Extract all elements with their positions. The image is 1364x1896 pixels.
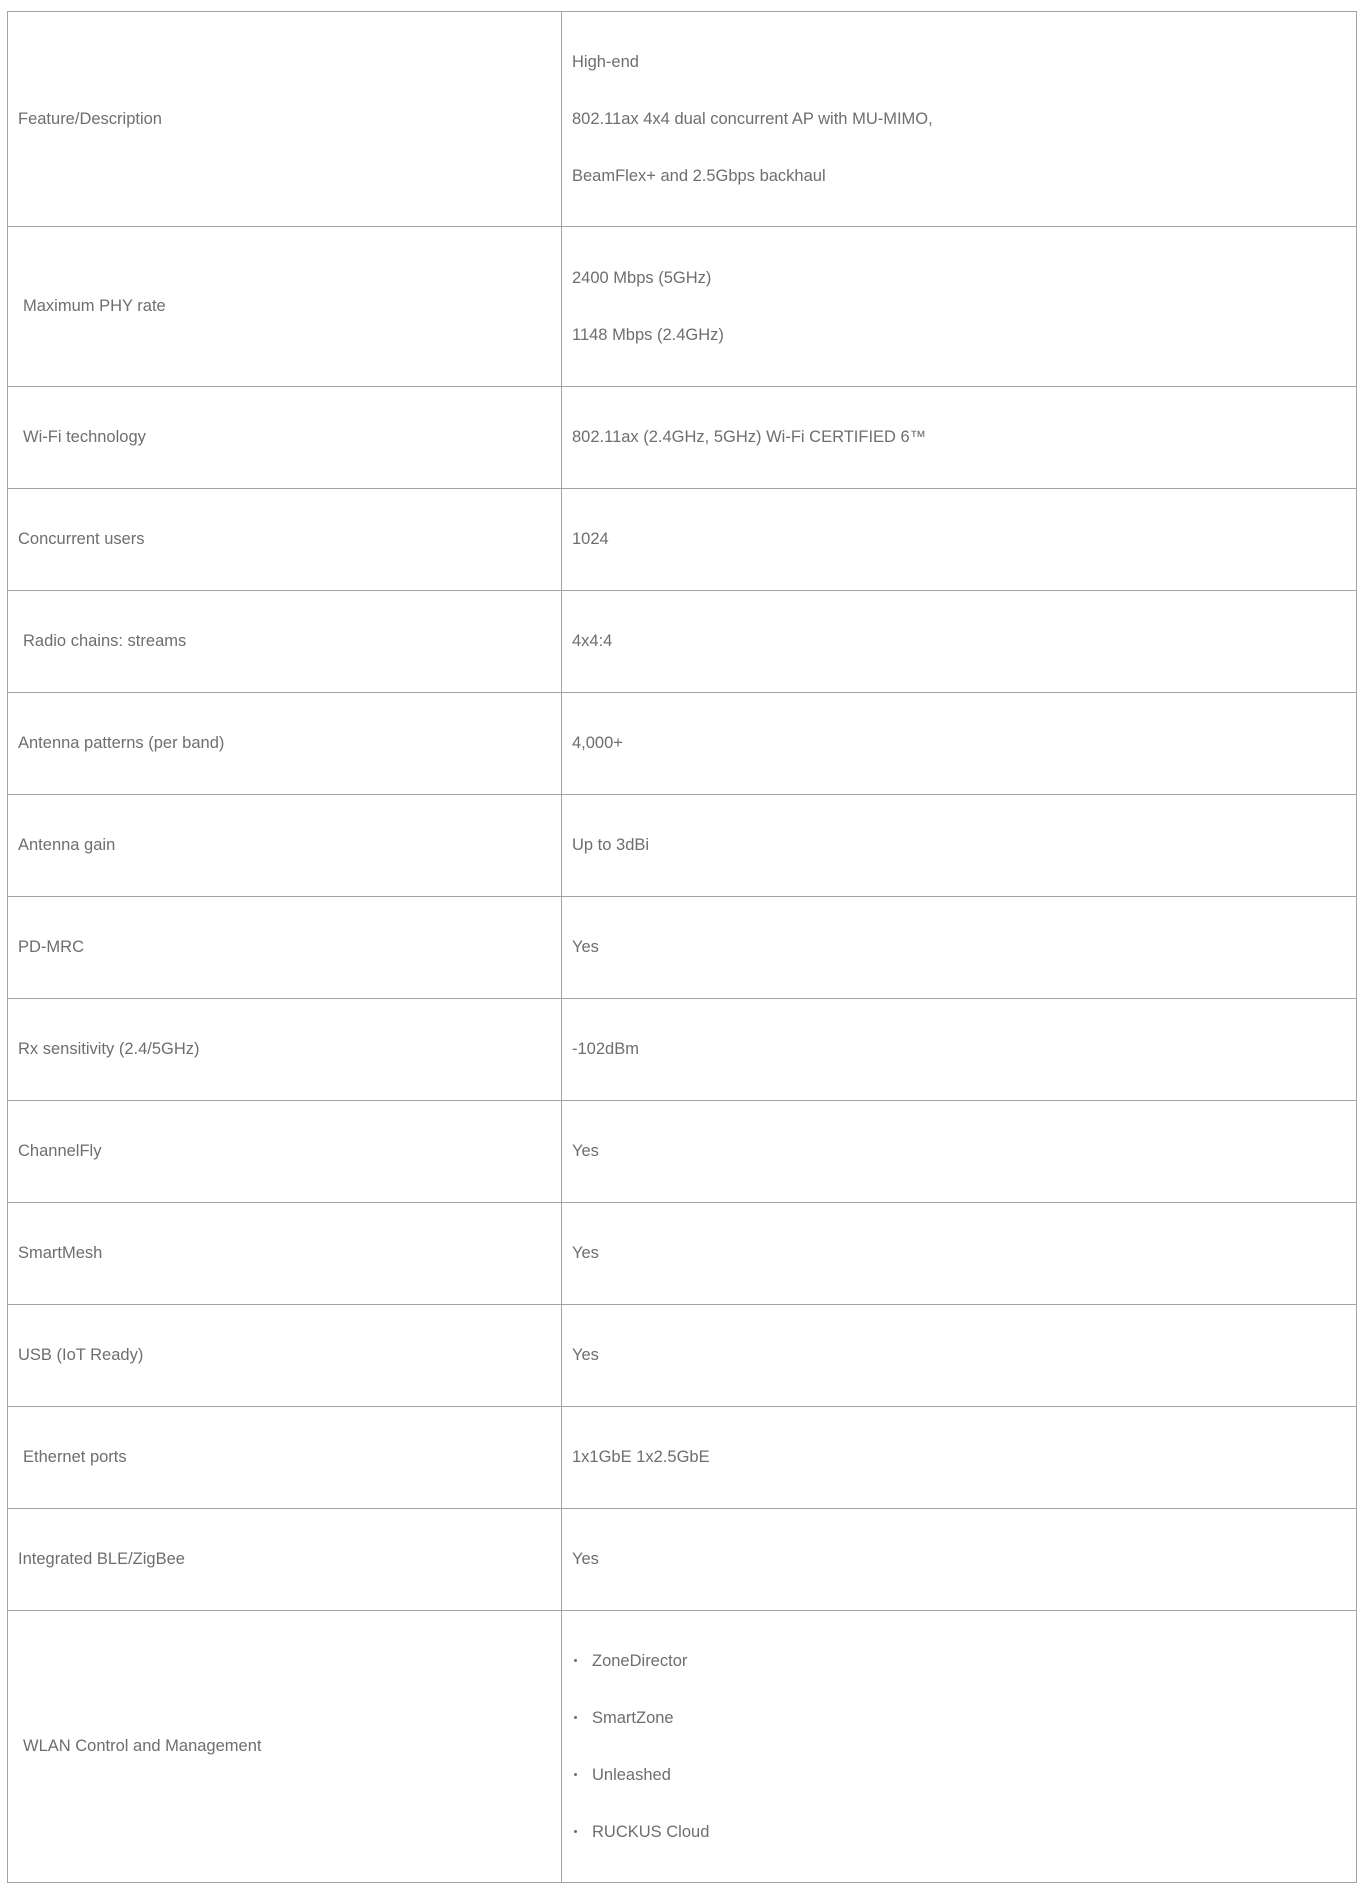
spec-value-line: Yes [572,1142,599,1160]
spec-value-line: 1024 [572,530,609,548]
spec-label [8,227,562,387]
spec-value-line: 4x4:4 [572,632,613,650]
spec-label-text: WLAN Control and Management [23,1737,262,1755]
table-row [8,1203,1357,1305]
table-row [8,693,1357,795]
spec-label [8,795,562,897]
spec-label-text: PD-MRC [18,938,84,956]
spec-value [562,999,1357,1101]
spec-label-text: Maximum PHY rate [23,297,166,315]
spec-value [562,12,1357,227]
list-item-label: RUCKUS Cloud [592,1822,710,1841]
spec-label [8,1101,562,1203]
spec-label-text: Antenna patterns (per band) [18,734,225,752]
spec-value [562,1101,1357,1203]
spec-value [562,387,1357,489]
spec-label-text: SmartMesh [18,1244,103,1262]
table-row [8,1101,1357,1203]
spec-value [562,1407,1357,1509]
spec-label [8,1203,562,1305]
spec-label [8,999,562,1101]
table-row [8,1305,1357,1407]
spec-label [8,387,562,489]
spec-value [562,1509,1357,1611]
list-item [572,1747,1356,1804]
spec-label-text: Ethernet ports [23,1448,127,1466]
spec-value [562,1611,1357,1883]
spec-label-text: Feature/Description [18,109,162,128]
table-row [8,489,1357,591]
spec-value [562,227,1357,387]
spec-label-text: ChannelFly [18,1142,102,1160]
spec-value [562,489,1357,591]
spec-value-line: -102dBm [572,1040,639,1058]
spec-value [562,591,1357,693]
table-row [8,795,1357,897]
spec-label [8,489,562,591]
spec-value-line: Yes [572,1550,599,1568]
table-row [8,591,1357,693]
table-row [8,387,1357,489]
spec-value [562,897,1357,999]
spec-value [562,693,1357,795]
spec-value-line: High-end [572,52,639,71]
spec-value-line: Yes [572,1244,599,1262]
spec-label [8,897,562,999]
spec-value-line: 802.11ax (2.4GHz, 5GHz) Wi-Fi CERTIFIED 6™ [572,428,927,446]
spec-label-text: Antenna gain [18,836,116,854]
list-item [572,1690,1356,1747]
list-item-label: Unleashed [592,1765,671,1784]
spec-table [7,11,1357,1883]
table-row [8,897,1357,999]
spec-value-line: 802.11ax 4x4 dual concurrent AP with MU-MIMO, [572,109,933,128]
spec-value-line: 2400 Mbps (5GHz) [572,268,712,287]
table-row [8,1611,1357,1883]
spec-value-line: Yes [572,1346,599,1364]
spec-label-text: Radio chains: streams [23,632,187,650]
spec-label [8,591,562,693]
spec-value [562,1305,1357,1407]
spec-label [8,1611,562,1883]
spec-value-line: Up to 3dBi [572,836,650,854]
list-item [572,1804,1356,1861]
spec-label-text: Wi-Fi technology [23,428,146,446]
table-row [8,227,1357,387]
spec-label [8,1407,562,1509]
spec-label [8,1509,562,1611]
spec-value-line: 1148 Mbps (2.4GHz) [572,325,724,344]
spec-label [8,1305,562,1407]
spec-label-text: Integrated BLE/ZigBee [18,1550,185,1568]
list-item-label: SmartZone [592,1708,674,1727]
spec-value-line: 4,000+ [572,734,623,752]
spec-value-line: Yes [572,938,599,956]
spec-label [8,693,562,795]
spec-label-text: Concurrent users [18,530,145,548]
spec-value [562,795,1357,897]
list-item [572,1633,1356,1690]
spec-label-text: Rx sensitivity (2.4/5GHz) [18,1040,200,1058]
spec-value-line: BeamFlex+ and 2.5Gbps backhaul [572,166,826,185]
table-row [8,1509,1357,1611]
table-row [8,12,1357,227]
table-row [8,1407,1357,1509]
list-item-label: ZoneDirector [592,1651,688,1670]
spec-value-line: 1x1GbE 1x2.5GbE [572,1448,710,1466]
spec-value [562,1203,1357,1305]
table-row [8,999,1357,1101]
spec-label [8,12,562,227]
spec-label-text: USB (IoT Ready) [18,1346,144,1364]
